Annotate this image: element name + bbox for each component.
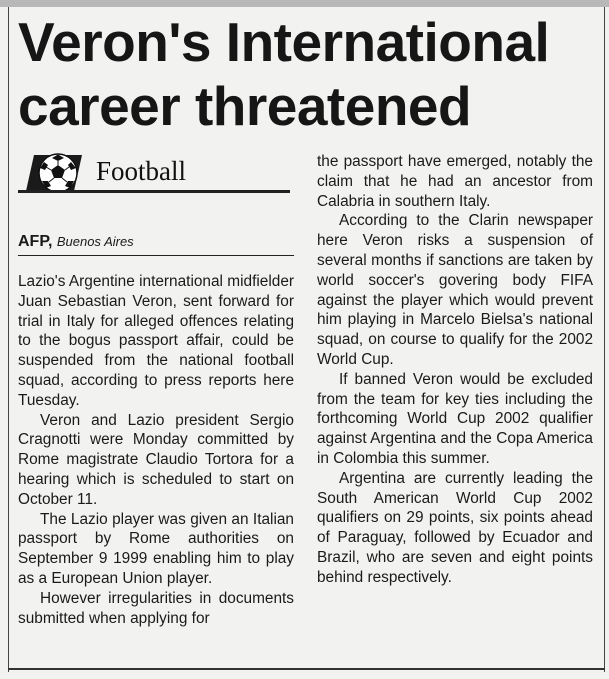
byline-place: Buenos Aires xyxy=(56,234,134,249)
section-tag xyxy=(18,150,296,198)
article-paragraph: Argentina are currently leading the South American World Cup 2002 qualifiers on 29 points, six points ahead of Paraguay, followed by Ecuador and Brazil, who are seven and eight points behind respectively. xyxy=(317,469,593,586)
article-column-right xyxy=(317,152,593,588)
article-paragraph: However irregularities in documents submitted when applying for xyxy=(18,589,294,627)
byline-agency: AFP, xyxy=(18,233,53,250)
headline: Veron's International career threatened xyxy=(18,11,550,137)
article-paragraph: If banned Veron would be excluded from the team for key ties including the forthcoming World Cup 2002 qualifier against Argentina and the Copa America in Colombia this summer. xyxy=(317,370,593,467)
bottom-border xyxy=(8,668,605,670)
byline xyxy=(18,233,294,256)
top-border xyxy=(0,0,609,7)
section-label: Football xyxy=(96,156,187,186)
section-rule xyxy=(18,190,290,193)
article-paragraph: Veron and Lazio president Sergio Cragnotti were Monday committed by Rome magistrate Claudio Tortora for a hearing which is scheduled to start on October 11. xyxy=(18,411,294,508)
article-column-left xyxy=(18,272,294,628)
article-paragraph: The Lazio player was given an Italian passport by Rome authorities on September 9 1999 enabling him to play as a European Union player. xyxy=(18,510,294,587)
football-icon xyxy=(24,151,84,193)
article-paragraph: Lazio's Argentine international midfielder Juan Sebastian Veron, sent forward for trial in Italy for alleged offences relating to the bogus passport affair, could be suspended from the national football squad, according to press reports here Tuesday. xyxy=(18,273,294,409)
article-paragraph: the passport have emerged, notably the claim that he had an ancestor from Calabria in southern Italy. xyxy=(317,153,593,210)
article-paragraph: According to the Clarin newspaper here Veron risks a suspension of several months if sanctions are taken by world soccer's govering body FIFA against the player which would prevent him playing in Marcelo Bielsa's national squad, on course to qualify for the 2002 World Cup. xyxy=(317,212,593,368)
left-border xyxy=(8,7,9,672)
